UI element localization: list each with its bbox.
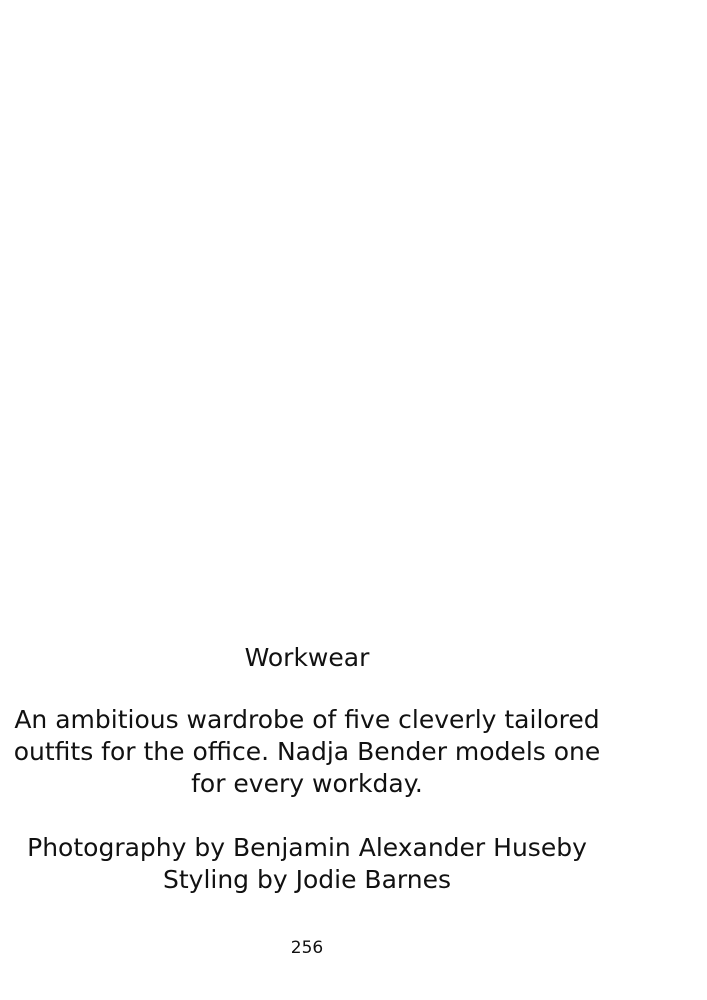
description-line: An ambitious wardrobe of five cleverly tailored <box>14 705 600 734</box>
photography-credit: Photography by Benjamin Alexander Huseby <box>27 833 587 862</box>
description-line: outfits for the office. Nadja Bender models one <box>13 737 601 766</box>
article-credits <box>0 832 614 896</box>
styling-credit: Styling by Jodie Barnes <box>162 865 451 894</box>
description-line: for every workday. <box>191 769 423 798</box>
article-description <box>0 704 614 800</box>
page-number: 256 <box>290 938 324 958</box>
article-title: Workwear <box>244 643 370 672</box>
